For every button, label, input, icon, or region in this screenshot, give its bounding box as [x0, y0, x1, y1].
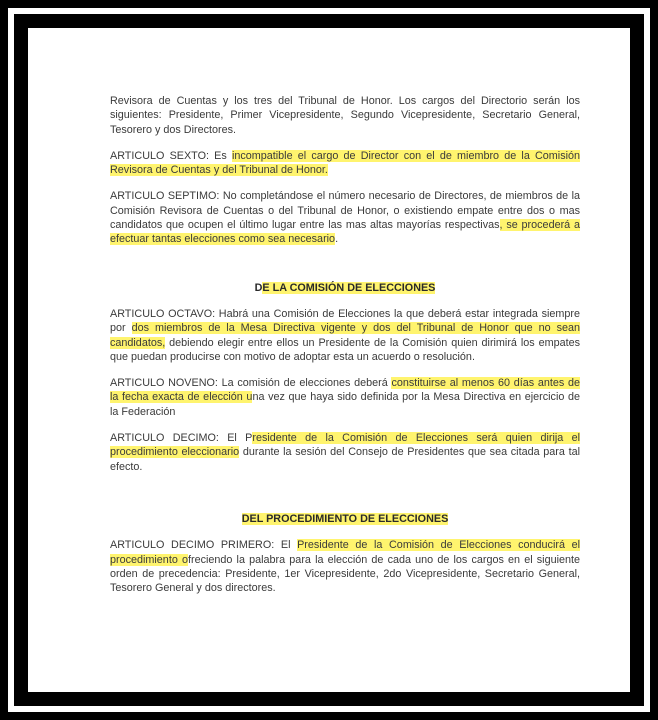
highlighted-text: incompatible el cargo de Director con el de miembro de la Comisión Revisora de Cuentas y del Tribunal de Honor. — [110, 149, 581, 177]
highlighted-text: residente de la Comisión de Elecciones será quien dirija el procedimiento eleccionario — [110, 432, 580, 459]
article-septimo — [110, 189, 580, 246]
spacer — [110, 486, 580, 512]
document-body — [110, 94, 580, 607]
outer-frame — [8, 8, 650, 712]
article-text: ARTICULO SEXTO: Es — [110, 149, 232, 162]
heading-text: D — [254, 281, 263, 294]
article-decimo-primero — [110, 538, 580, 595]
document-page — [28, 28, 630, 692]
article-text: ARTICULO DECIMO: El P — [110, 432, 253, 445]
article-decimo — [110, 431, 580, 474]
highlighted-text: dos miembros de la Mesa Directiva vigente y dos del Tribunal de Honor que no sean candidatos, — [110, 322, 580, 349]
article-text-end: freciendo la palabra para la elección de cada uno de los cargos en el siguiente orden de precedencia: Presidente, 1er Vicepresidente, 2do Vicepresidente, Secretario General, Tesorero General y dos directores. — [110, 553, 580, 595]
paragraph-text: Revisora de Cuentas y los tres del Tribunal de Honor. Los cargos del Directorio serán los siguientes: Presidente, Primer Vicepresidente, Segundo Vicepresidente, Secretario General, Tesorero y dos Directores. — [110, 95, 580, 136]
article-text: ARTICULO NOVENO: La comisión de elecciones deberá — [110, 377, 392, 390]
highlighted-heading-text: E LA COMISIÓN DE ELECCIONES — [262, 281, 436, 294]
article-text: ARTICULO SEPTIMO: No completándose el número necesario de Directores, de miembros de la Comisión Revisora de Cuentas o del Tribunal de Honor, o existiendo empate entre dos o mas candidatos que ocupen el último lugar entre las mas altas mayorías respectivas — [110, 190, 580, 232]
article-noveno — [110, 376, 580, 419]
paragraph-directorio — [110, 94, 580, 137]
article-text: ARTICULO OCTAVO: Habrá una Comisión de Elecciones la que deberá estar integrada siempre por — [110, 307, 580, 335]
article-text-end: debiendo elegir entre ellos un Presidente de la Comisión quien dirimirá los empates que puedan producirse con motivo de adoptar esta un acuerdo o resolución. — [110, 336, 580, 363]
article-sexto — [110, 149, 580, 178]
spacer — [110, 259, 580, 281]
section-heading-procedimiento — [110, 512, 580, 526]
article-text-end: . — [335, 233, 339, 246]
highlighted-heading-text: DEL PROCEDIMIENTO DE ELECCIONES — [241, 512, 449, 525]
article-text: ARTICULO DECIMO PRIMERO: El — [110, 539, 298, 552]
highlighted-text: constituirse al menos 60 días antes de la fecha exacta de elección u — [110, 377, 580, 404]
section-heading-comision — [110, 281, 580, 295]
highlighted-text: , se procederá a efectuar tantas elecciones como sea necesario — [110, 219, 580, 246]
article-text-end: durante la sesión del Consejo de Presidentes que sea citada para tal efecto. — [110, 446, 580, 473]
inner-frame — [14, 14, 644, 706]
highlighted-text: Presidente de la Comisión de Elecciones conducirá el procedimiento o — [110, 539, 580, 566]
article-octavo — [110, 307, 580, 364]
article-text-end: na vez que haya sido definida por la Mesa Directiva en ejercicio de la Federación — [110, 391, 580, 418]
